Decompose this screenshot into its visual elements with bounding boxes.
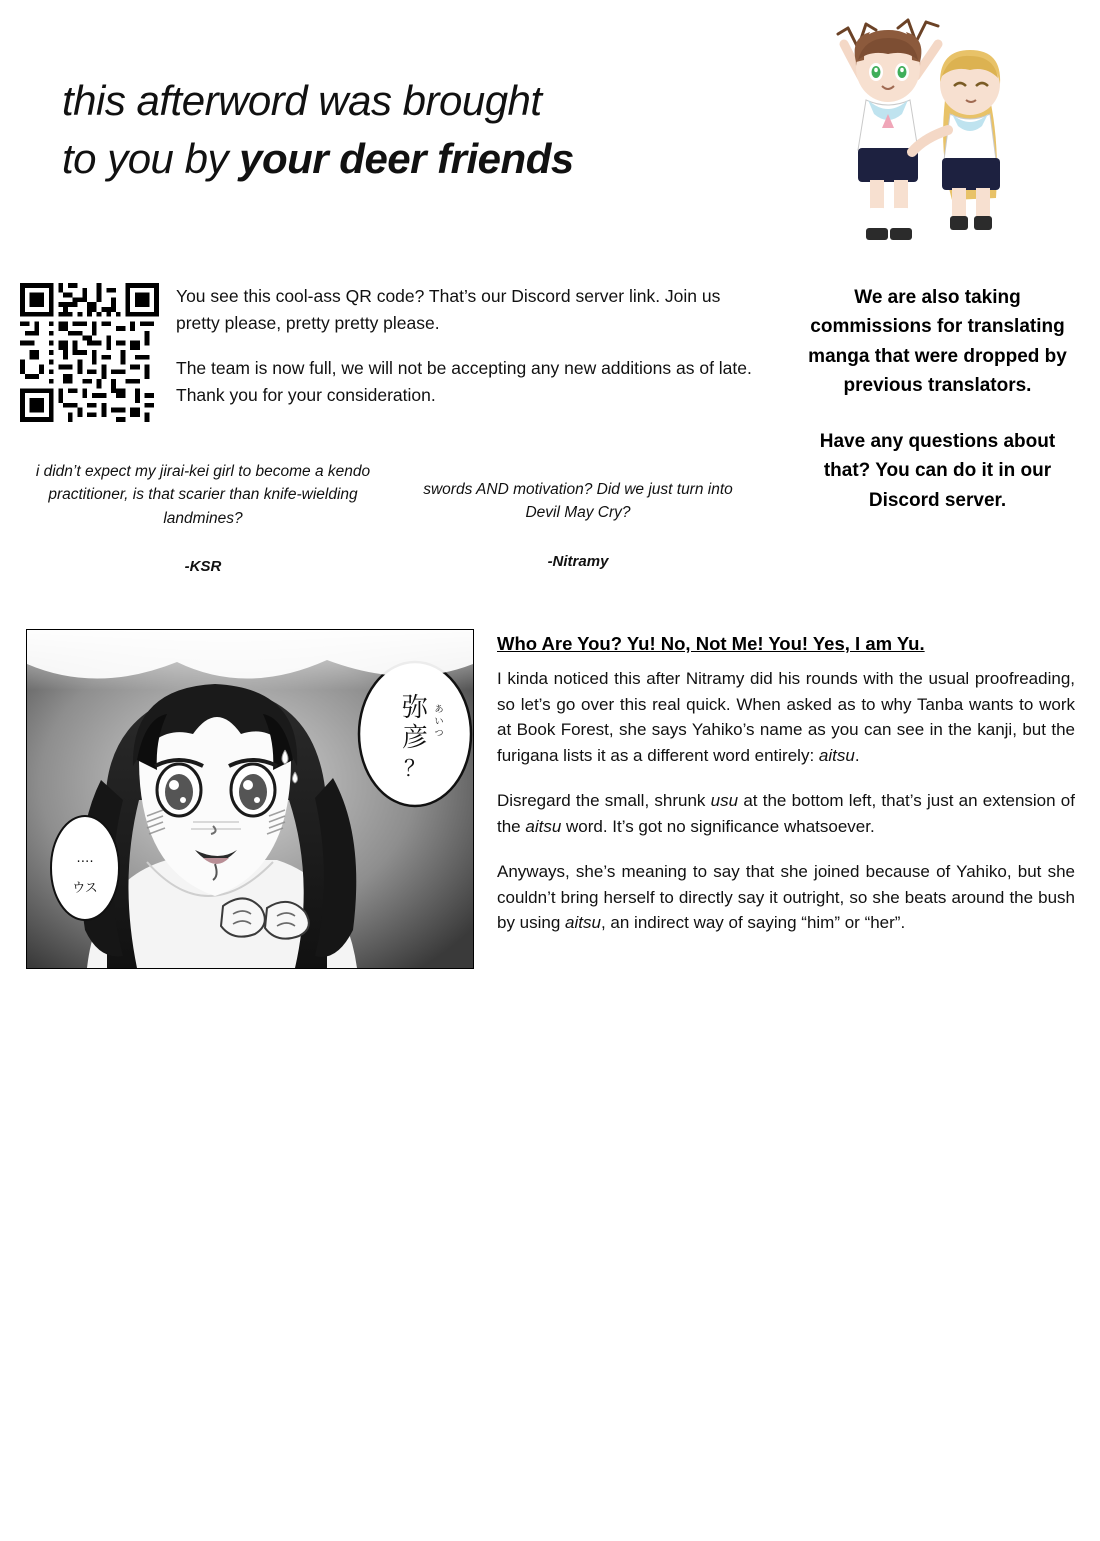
comment-signature: -Nitramy [547, 552, 609, 570]
discord-qr-code[interactable] [20, 283, 159, 422]
section-divider [0, 600, 1100, 601]
comment-text: i didn’t expect my jirai-kei girl to become a kendo practitioner, is that scarier than knife-wielding landmines? [35, 463, 371, 527]
article-paragraph-2 [497, 788, 1075, 839]
commissions-paragraph-2: Have any questions about that? You can do it in our Discord server. [819, 430, 1056, 511]
intro-paragraph-1: You see this cool-ass QR code? That’s our Discord server link. Join us pretty please, pretty pretty please. [176, 286, 721, 334]
discord-intro-text [176, 283, 766, 410]
title-line-2 [62, 130, 822, 188]
intro-paragraph-2: The team is now full, we will not be accepting any new additions as of late. Thank you for your consideration. [176, 358, 752, 406]
svg-text:？: ？ [403, 757, 427, 782]
para2-emphasis-1: usu [710, 791, 739, 811]
para2-emphasis-2: aitsu [525, 816, 562, 836]
svg-text:弥: 弥 [401, 693, 429, 723]
para2-part-c: word. It’s got no significance whatsoever. [561, 816, 875, 836]
article-paragraph-3 [497, 859, 1075, 936]
comment-text: swords AND motivation? Did we just turn into Devil May Cry? [423, 481, 733, 522]
title-line-2-strong: your deer friends [239, 134, 574, 182]
commissions-notice [800, 283, 1075, 515]
para1-part-b: . [854, 745, 860, 765]
title-line-2-plain: to you by [62, 134, 240, 182]
para3-part-a: Anyways, she’s meaning to say that she joined because of Yahiko, but she couldn’t bring herself to directly say it outright, so she beats around the bush by using [497, 862, 1075, 933]
para1-part-a: I kinda noticed this after Nitramy did his rounds with the usual proofreading, so let’s go over this real quick. When asked as to why Tanba wants to work at Book Forest, she says Yahiko’s name as you can see in the kanji, but the furigana lists it as a different word entirely: [497, 669, 1075, 765]
qr-code-svg [20, 283, 159, 422]
translator-comment-ksr [18, 460, 388, 578]
manga-panel-image [26, 629, 474, 969]
mascots-svg [820, 10, 1070, 260]
para2-part-b: at the bottom left, that’s just an extension of the [497, 791, 1075, 836]
para3-emphasis: aitsu [565, 913, 601, 933]
para1-emphasis: aitsu [818, 745, 855, 765]
svg-text:い: い [434, 717, 444, 727]
article-heading: Who Are You? Yu! No, Not Me! You! Yes, I am Yu. [497, 633, 925, 654]
para3-part-b: , an indirect way of saying “him” or “her”. [600, 913, 906, 933]
svg-text:‥‥: ‥‥ [76, 851, 94, 866]
para2-part-a: Disregard the small, shrunk [497, 791, 711, 811]
commissions-paragraph-1: We are also taking commissions for translating manga that were dropped by previous translators. [808, 287, 1067, 397]
svg-text:ウス: ウス [72, 881, 98, 896]
svg-text:彦: 彦 [401, 723, 429, 753]
translator-comment-nitramy [408, 478, 748, 573]
title-line-1: this afterword was brought [62, 77, 542, 124]
page-title [62, 72, 822, 188]
manga-panel-svg [27, 630, 473, 968]
comment-signature: -KSR [184, 557, 222, 575]
svg-text:あ: あ [434, 705, 444, 715]
afterword-article [497, 632, 1075, 936]
svg-text:つ: つ [434, 729, 444, 739]
deer-friends-illustration [820, 10, 1070, 260]
article-paragraph-1 [497, 666, 1075, 768]
